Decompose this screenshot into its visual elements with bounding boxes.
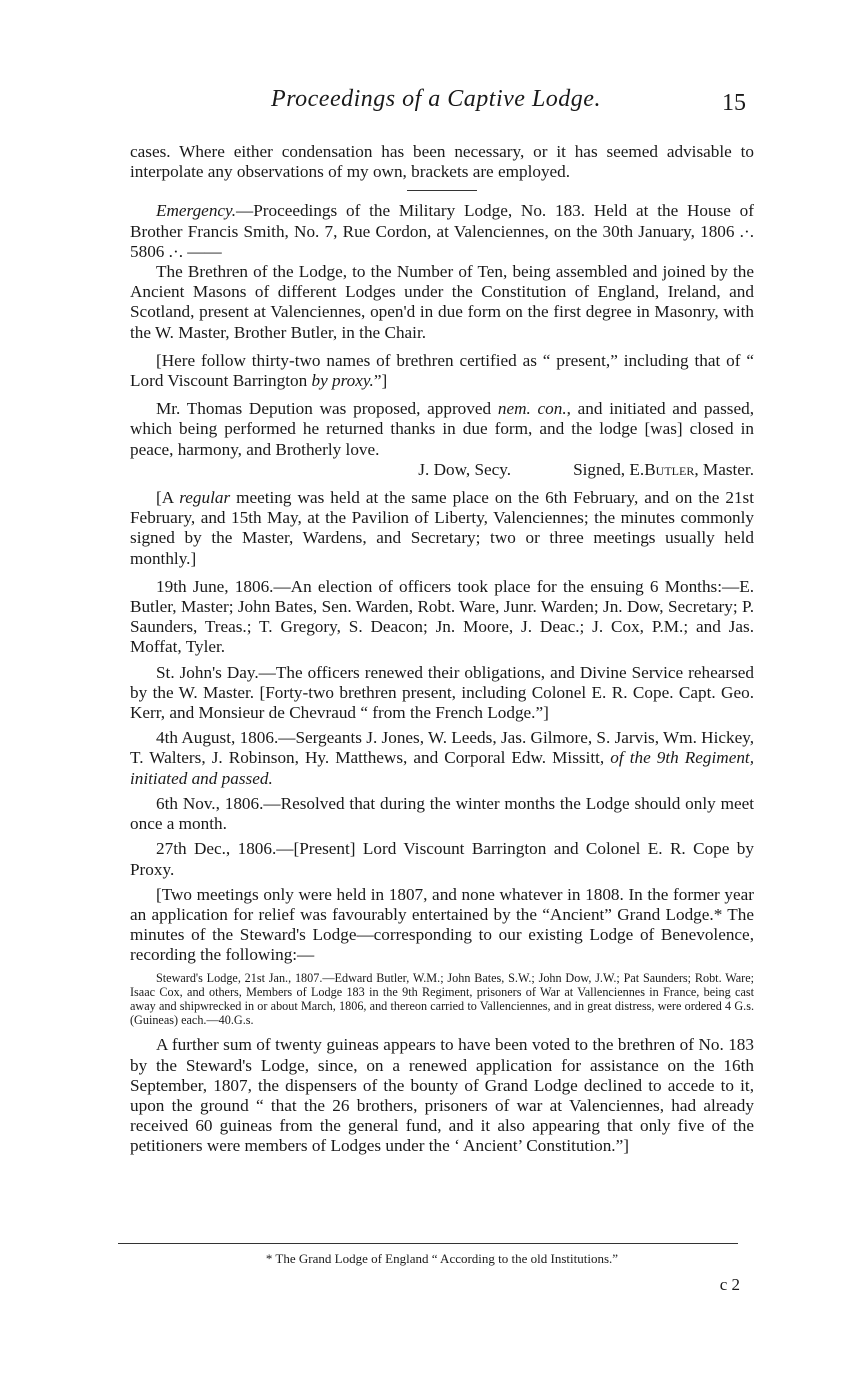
depution-paragraph: Mr. Thomas Depution was proposed, approved nem. con., and initiated and passed, which being performed he returned thanks in due form, and the lodge [was] closed in peace, harmony, and Brotherly love. bbox=[130, 399, 754, 459]
printer-signature-mark: c 2 bbox=[719, 1275, 740, 1294]
intro-paragraph: cases. Where either condensation has been necessary, or it has seemed advisable to interpolate any observations of my own, brackets are employed. bbox=[130, 142, 754, 182]
signature-line bbox=[130, 460, 754, 480]
section-divider bbox=[407, 190, 477, 191]
november-paragraph: 6th Nov., 1806.—Resolved that during the winter months the Lodge should only meet once a month. bbox=[130, 793, 754, 834]
stewards-extract-text: Steward's Lodge, 21st Jan., 1807.—Edward Butler, W.M.; John Bates, S.W.; John Dow, J.W.; Pat Saunders; Robt. Ware; Isaac Cox, and others, Members of Lodge 183 in the 9th Regiment, prisoners of War at Vallenciennes in France, being cast away and shipwrecked in or about March, 1806, and thereon carried to Vallenciennes, and in great distress, were ordered 4 G.s. (Guineas) each.—40.G.s. bbox=[130, 970, 754, 1028]
further-sum-paragraph: A further sum of twenty guineas appears to have been voted to the brethren of No. 183 by the Steward's Lodge, since, on a renewed application for assistance on the 16th September, 1807, the dispensers of the bounty of Grand Lodge declined to accede to it, upon the ground “ that the 26 brothers, prisoners of war at Valenciennes, had already received 60 guineas from the general fund, and it also appearing that only five of the petitioners were members of Lodges under the ‘ Ancient’ Constitution.”] bbox=[130, 1035, 754, 1156]
running-title: Proceedings of a Captive Lodge. bbox=[271, 86, 601, 112]
emergency-text: —Proceedings of the Military Lodge, No. 183. Held at the House of Brother Francis Smith, No. 7, Rue Cordon, at Valenciennes, on the 30th January, 1806 .·. 5806 .·. —— bbox=[130, 201, 754, 261]
june-election-paragraph: 19th June, 1806.—An election of officers took place for the ensuing 6 Months:—E. Butler, Master; John Bates, Sen. Warden, Robt. Ware, Junr. Warden; Jn. Dow, Secretary; P. Saunders, Treas.; T. Gregory, S. Deacon; Jn. Moore, J. Deac.; J. Cox, P.M.; and Jas. Moffat, Tyler. bbox=[130, 576, 754, 657]
december-paragraph: 27th Dec., 1806.—[Present] Lord Viscount Barrington and Colonel E. R. Cope by Proxy. bbox=[130, 839, 754, 879]
master-signature: Signed, E.Butler, Master. bbox=[573, 459, 754, 479]
brethren-paragraph: The Brethren of the Lodge, to the Number of Ten, being assembled and joined by the Ancient Masons of different Lodges under the Constitution of England, Ireland, and Scotland, present at Valenciennes, open'd in due form on the first degree in Masonry, with the W. Master, Brother Butler, in the Chair. bbox=[130, 262, 754, 342]
two-meetings-paragraph: [Two meetings only were held in 1807, and none whatever in 1808. In the former year an application for relief was favourably entertained by the “Ancient” Grand Lodge.* The minutes of the Steward's Lodge—corresponding to our existing Lodge of Benevolence, recording the following:— bbox=[130, 884, 754, 965]
page-number: 15 bbox=[722, 90, 746, 116]
emergency-label: Emergency. bbox=[156, 201, 237, 221]
footnote: * The Grand Lodge of England “ According to the old Institutions.” bbox=[265, 1251, 619, 1266]
stewards-lodge-extract bbox=[130, 971, 754, 1028]
main-text bbox=[130, 142, 754, 1157]
st-john-paragraph: St. John's Day.—The officers renewed their obligations, and Divine Service rehearsed by the W. Master. [Forty-two brethren present, including Colonel E. R. Cope. Capt. Geo. Kerr, and Monsieur de Chevraud “ from the French Lodge.”] bbox=[130, 662, 754, 723]
emergency-paragraph bbox=[130, 201, 754, 262]
footnote-divider bbox=[118, 1243, 738, 1244]
august-paragraph: 4th August, 1806.—Sergeants J. Jones, W. Leeds, Jas. Gilmore, S. Jarvis, Wm. Hickey, T. Walters, J. Robinson, Hy. Matthews, and Corporal Edw. Missitt, of the 9th Regiment, initiated and passed. bbox=[130, 728, 754, 788]
secretary-signature: J. Dow, Secy. bbox=[418, 459, 512, 479]
regular-meeting-paragraph: [A regular meeting was held at the same place on the 6th February, and on the 21st February, and 15th May, at the Pavilion of Liberty, Valenciennes; the minutes commonly signed by the Master, Wardens, and Secretary; two or three meetings usually held monthly.] bbox=[130, 488, 754, 568]
names-paragraph: [Here follow thirty-two names of brethren certified as “ present,” including that of “ Lord Viscount Barrington by proxy.”] bbox=[130, 350, 754, 391]
